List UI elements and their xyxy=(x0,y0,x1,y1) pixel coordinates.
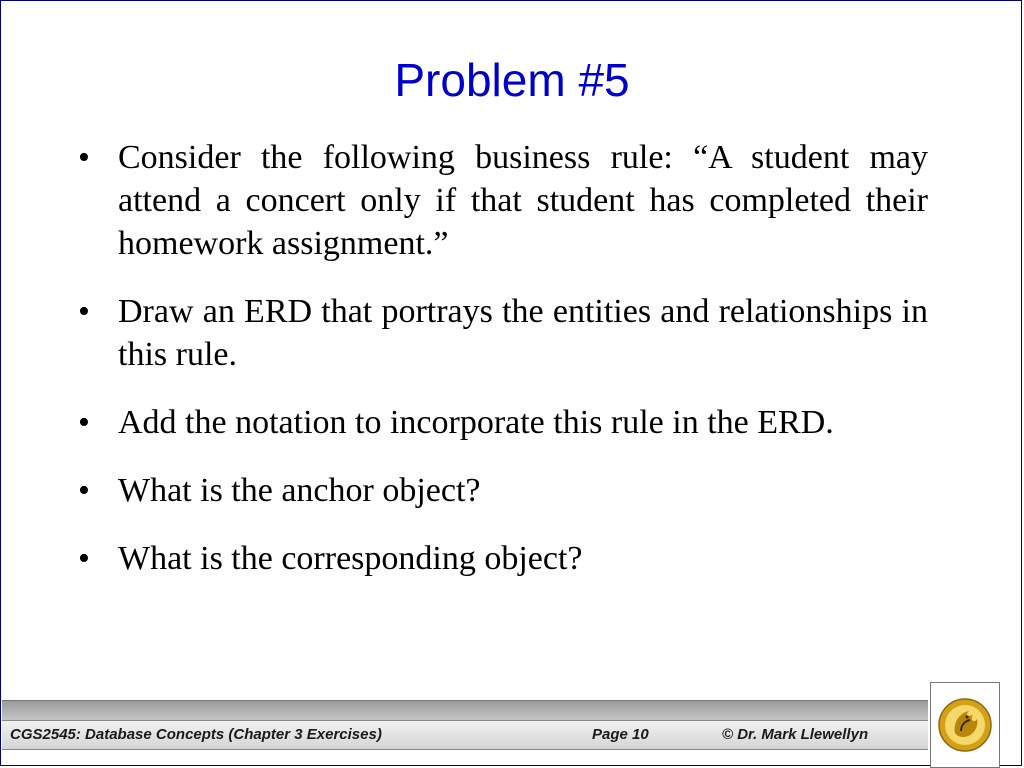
logo-box xyxy=(930,682,1000,768)
bullet-dot: • xyxy=(78,293,90,330)
bullet-list xyxy=(78,136,928,605)
bullet-text: Draw an ERD that portrays the entities and relationships in this rule. xyxy=(118,293,928,373)
bullet-item-3 xyxy=(78,401,928,444)
footer-band xyxy=(2,700,928,721)
bullet-dot: • xyxy=(78,540,90,577)
bullet-item-4 xyxy=(78,469,928,512)
bullet-item-5 xyxy=(78,537,928,580)
bullet-text: Consider the following business rule: “A student may attend a concert only if that student has completed their homework assignment.” xyxy=(118,139,928,262)
footer-bar xyxy=(2,700,1022,766)
slide-title: Problem #5 xyxy=(394,54,630,106)
bullet-text: What is the corresponding object? xyxy=(118,540,583,577)
bullet-dot: • xyxy=(78,404,90,441)
pegasus-logo-icon xyxy=(937,697,993,753)
bullet-item-2 xyxy=(78,290,928,376)
footer-course-title: CGS2545: Database Concepts (Chapter 3 Exercises) xyxy=(10,726,382,743)
bullet-text: What is the anchor object? xyxy=(118,472,481,509)
bullet-dot: • xyxy=(78,472,90,509)
bullet-item-1 xyxy=(78,136,928,265)
bullet-dot: • xyxy=(78,139,90,176)
footer-strip xyxy=(2,720,928,750)
footer-copyright: © Dr. Mark Llewellyn xyxy=(722,726,869,743)
bullet-text: Add the notation to incorporate this rule in the ERD. xyxy=(118,404,834,441)
footer-page-number: Page 10 xyxy=(592,726,649,743)
